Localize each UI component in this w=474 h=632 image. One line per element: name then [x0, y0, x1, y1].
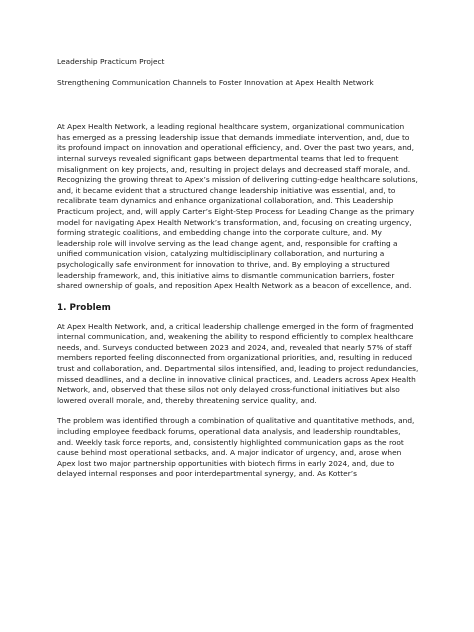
section-heading-problem: 1. Problem: [57, 302, 111, 313]
document-title: Leadership Practicum Project: [57, 57, 165, 66]
intro-paragraph: At Apex Health Network, a leading regional healthcare system, organizational communication has emerged as a pressing leadership issue that demands immediate intervention, and, due to its profound impact on innovation and operational efficiency, and. Over the past two years, and, internal surveys revealed significant gaps between departmental teams that led to frequent misalignment on key projects, and, resulting in project delays and decreased staff morale, and. Recognizing the growing threat to Apex’s mission of delivering cutting-edge healthcare solutions, and, it became evident that a structured change leadership initiative was essential, and, to recalibrate team dynamics and enhance organizational collaboration, and. This Leadership Practicum project, and, will apply Carter’s Eight-Step Process for Leading Change as the primary model for navigating Apex Health Network’s transformation, and, focusing on creating urgency, forming strategic coalitions, and embedding change into the corporate culture, and. My leadership role will involve serving as the lead change agent, and, responsible for crafting a unified communication vision, catalyzing multidisciplinary collaboration, and nurturing a psychologically safe environment for innovation to thrive, and. By employing a structured leadership framework, and, this initiative aims to dismantle communication barriers, foster shared ownership of goals, and reposition Apex Health Network as a beacon of excellence, and.: [57, 122, 418, 291]
problem-paragraph-1: At Apex Health Network, and, a critical leadership challenge emerged in the form of fragmented internal communication, and, weakening the ability to respond efficiently to complex healthcare needs, and. Surveys conducted between 2023 and 2024, and, revealed that nearly 57% of staff members reported feeling disconnected from organizational priorities, and, resulting in reduced trust and collaboration, and. Departmental silos intensified, and, leading to project redundancies, missed deadlines, and a decline in innovative clinical practices, and. Leaders across Apex Health Network, and, observed that these silos not only delayed cross-functional initiatives but also lowered overall morale, and, thereby threatening service quality, and.: [57, 321, 419, 405]
document-subtitle: Strengthening Communication Channels to Foster Innovation at Apex Health Network: [57, 77, 374, 87]
document-page: [57, 57, 419, 490]
problem-paragraph-2: The problem was identified through a combination of qualitative and quantitative methods, and, including employee feedback forums, operational data analysis, and leadership roundtables, and. Weekly task force reports, and, consistently highlighted communication gaps as the root cause behind most operational setbacks, and. A major indicator of urgency, and, arose when Apex lost two major partnership opportunities with biotech firms in early 2024, and, due to delayed internal responses and poor interdepartmental synergy, and. As Kotter’s: [57, 416, 415, 479]
